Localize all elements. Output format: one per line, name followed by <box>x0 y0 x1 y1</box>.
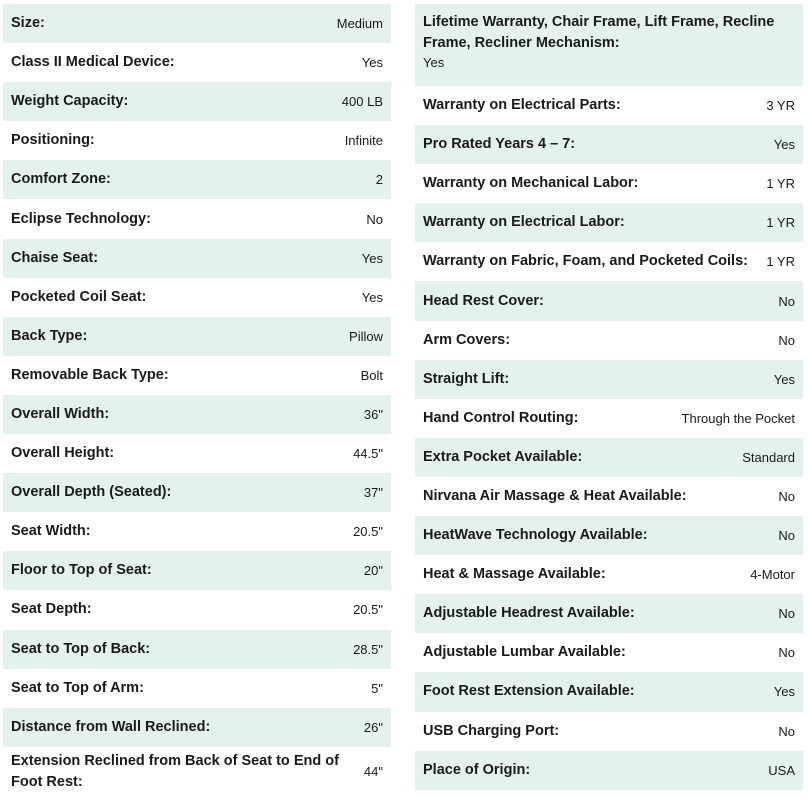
spec-label: Head Rest Cover: <box>423 292 544 309</box>
spec-label: Lifetime Warranty, Chair Frame, Lift Frame, Recline Frame, Recliner Mechanism: <box>423 14 775 52</box>
spec-label: Floor to Top of Seat: <box>11 562 152 579</box>
spec-label: Warranty on Electrical Labor: <box>423 214 625 231</box>
spec-label: Hand Control Routing: <box>423 409 579 426</box>
spec-value: Pillow <box>349 328 383 344</box>
spec-row-chaise-seat <box>3 239 391 278</box>
spec-value: Infinite <box>344 133 383 149</box>
spec-row-warranty-electrical-labor <box>415 203 803 242</box>
spec-value: No <box>778 488 795 504</box>
spec-row-distance-from-wall-reclined <box>3 708 391 747</box>
spec-row-lifetime-warranty <box>415 4 803 86</box>
spec-value: Medium <box>336 16 383 32</box>
spec-label: Straight Lift: <box>423 370 510 387</box>
spec-label: Arm Covers: <box>423 331 511 348</box>
spec-label: Overall Height: <box>11 445 115 462</box>
spec-label: Back Type: <box>11 327 88 344</box>
spec-value: 26" <box>363 719 383 735</box>
spec-label: Removable Back Type: <box>11 366 169 383</box>
spec-row-head-rest-cover <box>415 281 803 320</box>
spec-value: No <box>778 723 795 739</box>
spec-label: Warranty on Fabric, Foam, and Pocketed Coils: <box>423 253 748 270</box>
spec-row-seat-to-top-of-back <box>3 630 391 669</box>
spec-label: Overall Width: <box>11 405 110 422</box>
spec-label: Pocketed Coil Seat: <box>11 288 147 305</box>
spec-row-pocketed-coil-seat <box>3 278 391 317</box>
spec-label: Comfort Zone: <box>11 171 111 188</box>
spec-row-heatwave-technology <box>415 516 803 555</box>
spec-row-place-of-origin <box>415 751 803 790</box>
spec-row-size <box>3 4 391 43</box>
spec-row-pro-rated-years <box>415 125 803 164</box>
spec-value: No <box>366 211 383 227</box>
spec-row-back-type <box>3 317 391 356</box>
spec-row-hand-control-routing <box>415 399 803 438</box>
spec-row-warranty-fabric-foam-coils <box>415 242 803 281</box>
spec-label: Pro Rated Years 4 – 7: <box>423 136 576 153</box>
spec-label: Foot Rest Extension Available: <box>423 683 635 700</box>
spec-row-removable-back-type <box>3 356 391 395</box>
spec-value: No <box>778 606 795 622</box>
spec-value: 1 YR <box>766 176 795 192</box>
spec-value: 1 YR <box>766 215 795 231</box>
spec-row-seat-depth <box>3 590 391 629</box>
spec-label: Place of Origin: <box>423 761 531 778</box>
spec-label: Class II Medical Device: <box>11 54 175 71</box>
spec-row-warranty-mechanical-labor <box>415 164 803 203</box>
spec-value: Yes <box>361 55 383 71</box>
spec-value: 20.5" <box>353 524 383 540</box>
spec-row-seat-width <box>3 512 391 551</box>
spec-value: USA <box>768 762 795 778</box>
spec-label: Distance from Wall Reclined: <box>11 718 211 735</box>
spec-row-seat-to-top-of-arm <box>3 669 391 708</box>
spec-value: Bolt <box>360 367 383 383</box>
spec-value: 2 <box>375 172 383 188</box>
spec-label: HeatWave Technology Available: <box>423 527 648 544</box>
spec-row-straight-lift <box>415 360 803 399</box>
spec-value: No <box>778 645 795 661</box>
spec-row-floor-to-top-of-seat <box>3 551 391 590</box>
spec-value: No <box>778 528 795 544</box>
spec-value: 20" <box>363 563 383 579</box>
spec-label: Eclipse Technology: <box>11 210 151 227</box>
spec-value: 5" <box>371 680 383 696</box>
spec-row-class-ii-medical-device <box>3 43 391 82</box>
spec-value: Yes <box>361 289 383 305</box>
spec-label: Seat to Top of Back: <box>11 640 151 657</box>
spec-value: Yes <box>773 371 795 387</box>
spec-label: Seat Width: <box>11 523 91 540</box>
spec-value: Standard <box>742 449 795 465</box>
spec-label: Nirvana Air Massage & Heat Available: <box>423 487 687 504</box>
spec-value: 400 LB <box>341 94 383 110</box>
spec-row-extra-pocket <box>415 438 803 477</box>
spec-value: 1 YR <box>766 254 795 270</box>
spec-row-foot-rest-extension <box>415 672 803 711</box>
spec-row-eclipse-technology <box>3 199 391 238</box>
spec-value: No <box>778 332 795 348</box>
spec-label: Positioning: <box>11 132 95 149</box>
spec-label: Warranty on Mechanical Labor: <box>423 175 639 192</box>
spec-row-nirvana-air-massage <box>415 477 803 516</box>
specs-table-left <box>3 4 391 797</box>
spec-label: Adjustable Headrest Available: <box>423 605 635 622</box>
specs-table-right <box>415 4 803 790</box>
spec-row-warranty-electrical-parts <box>415 86 803 125</box>
spec-value: 36" <box>363 406 383 422</box>
spec-row-arm-covers <box>415 321 803 360</box>
spec-label: Weight Capacity: <box>11 93 129 110</box>
spec-value: No <box>778 293 795 309</box>
spec-label: Seat Depth: <box>11 601 92 618</box>
spec-value: Yes <box>423 55 445 71</box>
spec-label: Adjustable Lumbar Available: <box>423 644 626 661</box>
spec-label: Heat & Massage Available: <box>423 566 606 583</box>
spec-value: 28.5" <box>353 641 383 657</box>
spec-row-adjustable-lumbar <box>415 633 803 672</box>
spec-row-weight-capacity <box>3 82 391 121</box>
spec-value: Through the Pocket <box>681 410 795 426</box>
spec-label: USB Charging Port: <box>423 722 560 739</box>
spec-row-overall-height <box>3 434 391 473</box>
spec-value: 4-Motor <box>750 567 795 583</box>
spec-label: Chaise Seat: <box>11 249 99 266</box>
spec-row-adjustable-headrest <box>415 594 803 633</box>
spec-label: Size: <box>11 15 45 32</box>
spec-row-usb-charging-port <box>415 712 803 751</box>
spec-row-extension-reclined <box>3 747 391 797</box>
spec-label: Overall Depth (Seated): <box>11 484 172 501</box>
spec-label: Extension Reclined from Back of Seat to End of Foot Rest: <box>11 752 339 790</box>
spec-row-overall-width <box>3 395 391 434</box>
spec-value: 44.5" <box>353 446 383 462</box>
spec-row-heat-and-massage <box>415 555 803 594</box>
spec-value: Yes <box>773 684 795 700</box>
spec-row-comfort-zone <box>3 160 391 199</box>
spec-label: Seat to Top of Arm: <box>11 679 144 696</box>
spec-value: Yes <box>773 137 795 153</box>
spec-label: Warranty on Electrical Parts: <box>423 97 621 114</box>
spec-value: 20.5" <box>353 602 383 618</box>
spec-value: Yes <box>361 250 383 266</box>
spec-value: 37" <box>363 485 383 501</box>
spec-label: Extra Pocket Available: <box>423 448 583 465</box>
spec-row-positioning <box>3 121 391 160</box>
spec-value: 44" <box>363 764 383 780</box>
spec-row-overall-depth <box>3 473 391 512</box>
spec-value: 3 YR <box>766 98 795 114</box>
